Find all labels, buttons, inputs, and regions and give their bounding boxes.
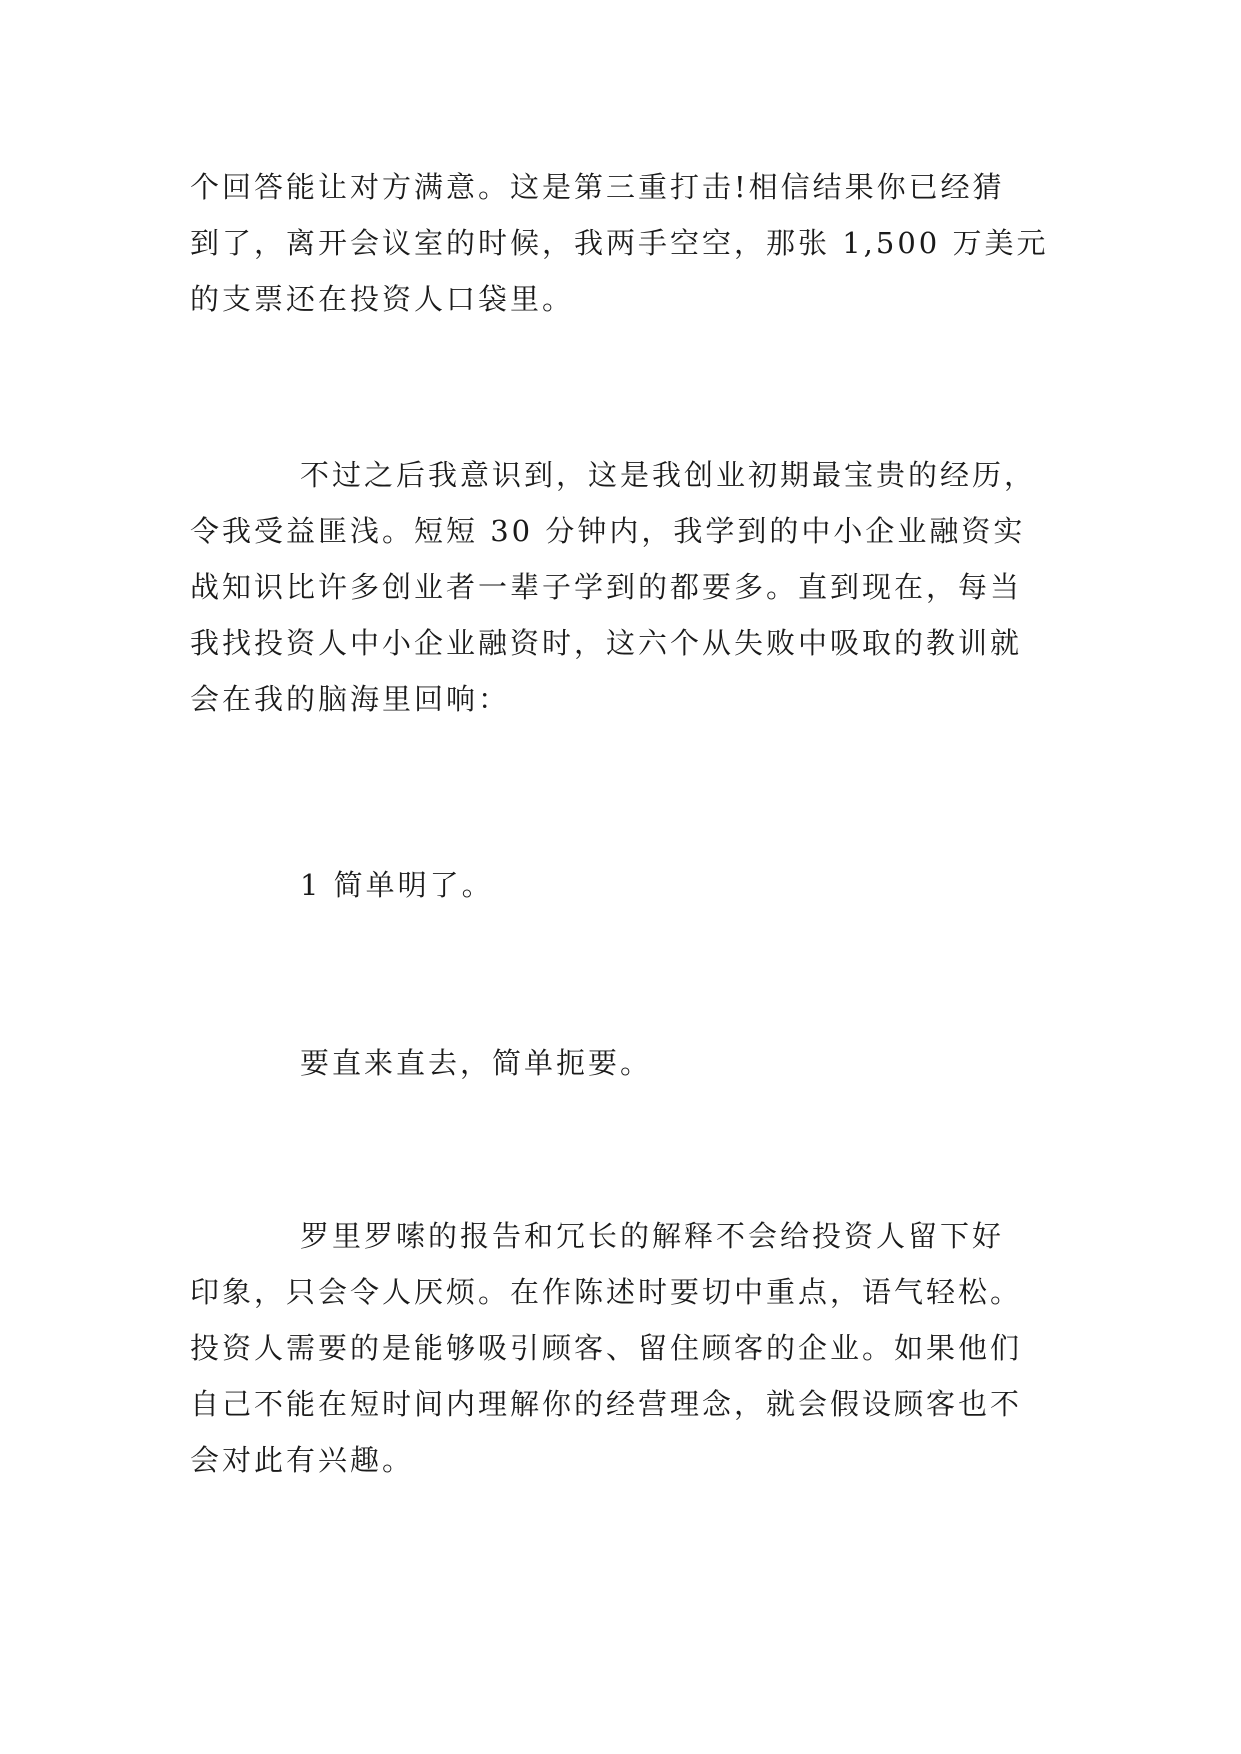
text-line: 会在我的脑海里回响： bbox=[190, 682, 511, 716]
text-line: 不过之后我意识到，这是我创业初期最宝贵的经历， bbox=[300, 458, 1037, 492]
text-line: 要直来直去，简单扼要。 bbox=[300, 1046, 653, 1080]
lesson-heading-1 bbox=[190, 857, 1060, 913]
text-line: 会对此有兴趣。 bbox=[190, 1443, 415, 1477]
paragraph-lessons-intro bbox=[190, 447, 1060, 727]
text-line: 1 简单明了。 bbox=[300, 868, 494, 902]
text-line: 战知识比许多创业者一辈子学到的都要多。直到现在，每当 bbox=[190, 570, 1023, 604]
text-line: 罗里罗嗦的报告和冗长的解释不会给投资人留下好 bbox=[300, 1219, 1005, 1253]
text-line: 令我受益匪浅。短短 30 分钟内，我学到的中小企业融资实 bbox=[190, 514, 1026, 548]
text-line: 投资人需要的是能够吸引顾客、留住顾客的企业。如果他们 bbox=[190, 1331, 1023, 1365]
lesson-summary bbox=[190, 1035, 1060, 1091]
lesson-body bbox=[190, 1208, 1060, 1488]
paragraph-investor-rejection bbox=[190, 159, 1060, 327]
text-line: 的支票还在投资人口袋里。 bbox=[190, 282, 575, 316]
text-line: 我找投资人中小企业融资时，这六个从失败中吸取的教训就 bbox=[190, 626, 1023, 660]
text-line: 自己不能在短时间内理解你的经营理念，就会假设顾客也不 bbox=[190, 1387, 1023, 1421]
text-line: 印象，只会令人厌烦。在作陈述时要切中重点，语气轻松。 bbox=[190, 1275, 1023, 1309]
text-line: 个回答能让对方满意。这是第三重打击!相信结果你已经猜 bbox=[190, 170, 1005, 204]
text-line: 到了，离开会议室的时候，我两手空空，那张 1,500 万美元 bbox=[190, 226, 1049, 260]
